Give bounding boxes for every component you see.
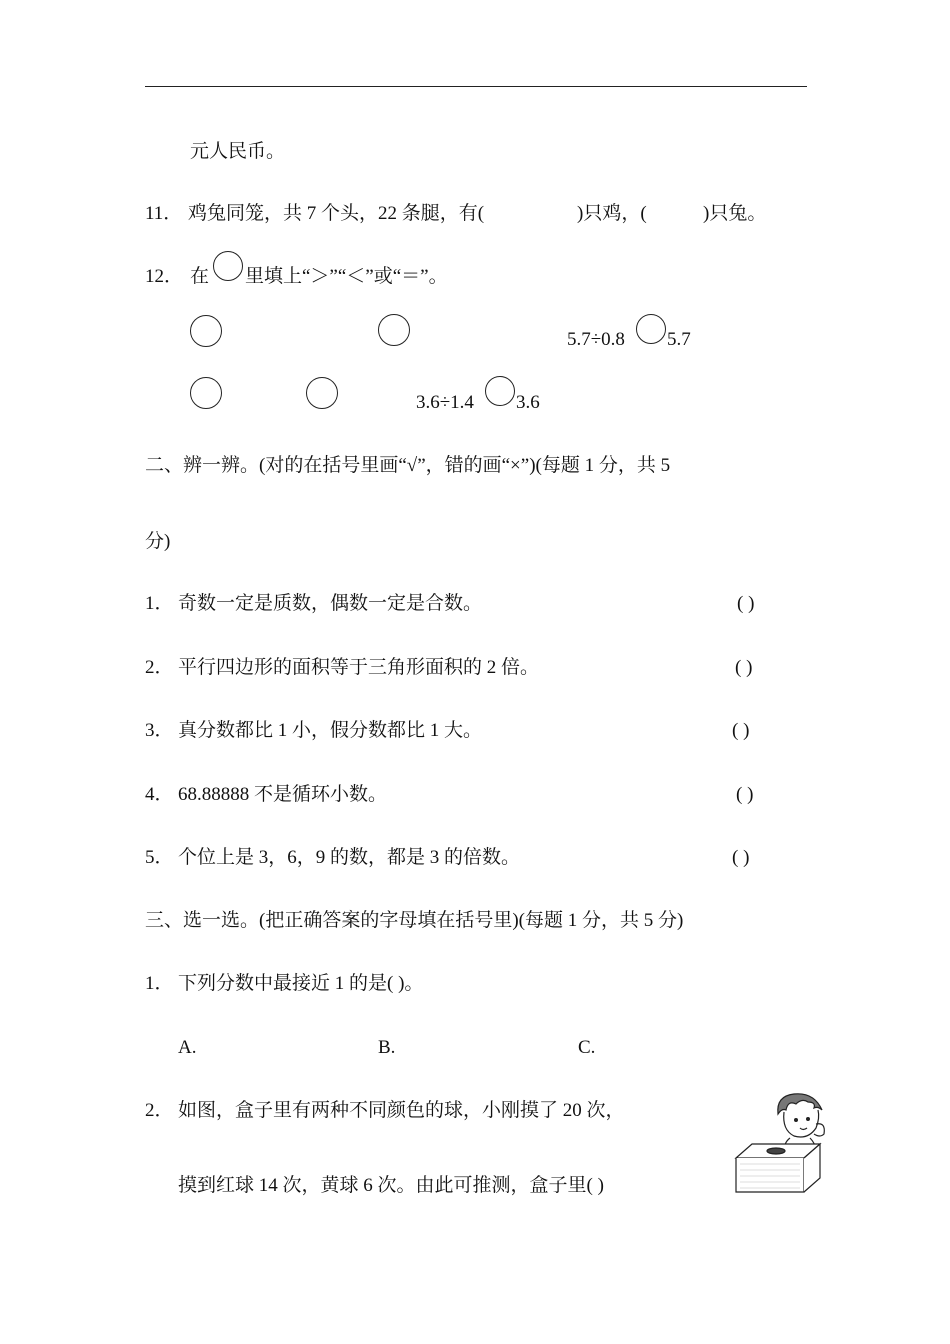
choice-q2-line2: 摸到红球 14 次，黄球 6 次。由此可推测，盒子里( ) bbox=[178, 1175, 604, 1196]
option-a[interactable]: A. bbox=[178, 1037, 197, 1058]
expr-2-right: 3.6 bbox=[516, 392, 540, 413]
answer-paren[interactable]: ( ) bbox=[736, 784, 754, 805]
q11-text-b: )只鸡，( bbox=[577, 203, 647, 224]
q12-text-a: 在 bbox=[190, 266, 210, 287]
header-rule bbox=[145, 86, 807, 87]
choice-q2-number: 2． bbox=[145, 1100, 174, 1121]
judge-item-number: 4． bbox=[145, 784, 174, 805]
judge-item-text: 平行四边形的面积等于三角形面积的 2 倍。 bbox=[178, 657, 540, 678]
judge-item-text: 奇数一定是质数，偶数一定是合数。 bbox=[178, 593, 483, 614]
compare-circle-1[interactable] bbox=[190, 315, 222, 347]
q11-number: 11． bbox=[145, 203, 183, 224]
compare-circle-6[interactable] bbox=[485, 376, 515, 406]
judge-item-number: 2． bbox=[145, 657, 174, 678]
option-b[interactable]: B. bbox=[378, 1037, 396, 1058]
expr-1-left: 5.7÷0.8 bbox=[567, 329, 625, 350]
boy-with-box-illustration bbox=[730, 1088, 830, 1198]
judge-item-number: 3． bbox=[145, 720, 174, 741]
q11-text-c: )只兔。 bbox=[703, 203, 767, 224]
q12-number: 12． bbox=[145, 266, 184, 287]
compare-circle-example bbox=[213, 251, 243, 281]
answer-paren[interactable]: ( ) bbox=[732, 847, 750, 868]
choice-q1-number: 1． bbox=[145, 973, 174, 994]
compare-circle-2[interactable] bbox=[378, 314, 410, 346]
q11-text-a: 鸡兔同笼，共 7 个头，22 条腿，有( bbox=[188, 203, 485, 224]
judge-item-text: 真分数都比 1 小，假分数都比 1 大。 bbox=[178, 720, 483, 741]
compare-circle-3[interactable] bbox=[636, 314, 666, 344]
option-c[interactable]: C. bbox=[578, 1037, 596, 1058]
compare-circle-4[interactable] bbox=[190, 377, 222, 409]
judge-item-number: 1． bbox=[145, 593, 174, 614]
compare-circle-5[interactable] bbox=[306, 377, 338, 409]
choice-q2-line1: 如图，盒子里有两种不同颜色的球，小刚摸了 20 次， bbox=[178, 1100, 625, 1121]
answer-paren[interactable]: ( ) bbox=[735, 657, 753, 678]
judge-item-text: 个位上是 3，6，9 的数，都是 3 的倍数。 bbox=[178, 847, 521, 868]
answer-paren[interactable]: ( ) bbox=[737, 593, 755, 614]
section2-heading-line1: 二、辨一辨。(对的在括号里画“√”，错的画“×”)(每题 1 分，共 5 bbox=[145, 455, 671, 476]
judge-item-text: 68.88888 不是循环小数。 bbox=[178, 784, 388, 805]
section3-heading: 三、选一选。(把正确答案的字母填在括号里)(每题 1 分，共 5 分) bbox=[145, 910, 684, 931]
expr-2-left: 3.6÷1.4 bbox=[416, 392, 474, 413]
continuation-text: 元人民币。 bbox=[190, 141, 286, 162]
section2-heading-line2: 分) bbox=[145, 531, 171, 552]
answer-paren[interactable]: ( ) bbox=[732, 720, 750, 741]
q12-text-b: 里填上“＞”“＜”或“＝”。 bbox=[245, 266, 448, 287]
judge-item-number: 5． bbox=[145, 847, 174, 868]
choice-q1-text: 下列分数中最接近 1 的是( )。 bbox=[178, 973, 424, 994]
expr-1-right: 5.7 bbox=[667, 329, 691, 350]
